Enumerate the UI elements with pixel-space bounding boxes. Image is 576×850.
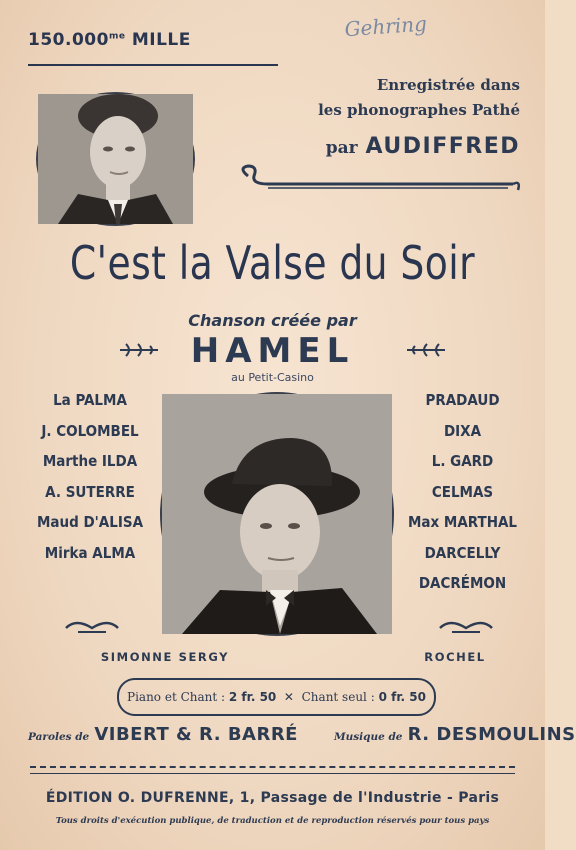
price-piano-value: 2 fr. 50 [228,690,277,704]
performer-left-4: A. SUTERRE [45,482,135,501]
print-run-banner [28,30,278,66]
recording-artist-line [230,134,520,159]
price-piano-label: Piano et Chant : [127,690,226,704]
recording-line-1: Enregistrée dans [376,76,520,94]
song-subtitle: Chanson créée par [188,311,357,330]
publisher-line: ÉDITION O. DUFRENNE, 1, Passage de l'Industrie - Paris [45,790,500,806]
featured-left: SIMONNE SERGY [100,650,230,664]
ornament-top-flourish [238,162,523,196]
performer-left-5: Maud D'ALISA [36,513,144,531]
ornament-right-hamel [405,340,447,360]
performers-right-column [395,385,530,599]
print-run-number: 150.000 [28,30,109,50]
music-author: R. DESMOULINS [407,724,576,745]
ornament-left-small [62,616,122,638]
portrait-audiffred [36,92,195,226]
price-separator-icon: ✕ [280,690,298,704]
song-title: C'est la Valse du Soir [69,236,476,290]
price-voice-value: 0 fr. 50 [378,690,426,704]
recording-par: par [325,138,358,158]
performer-left-1: La PALMA [53,391,127,409]
featured-right: ROCHEL [424,650,486,664]
performer-right-1: PRADAUD [425,391,500,409]
print-run-word: MILLE [131,30,191,50]
lyrics-label: Paroles de [28,731,90,743]
price-box [117,678,436,716]
divider-dashed [30,766,515,768]
ornament-right-small [436,616,496,638]
performer-right-2: DIXA [443,421,482,440]
handwritten-signature: Gehring [343,11,428,42]
rights-notice: Tous droits d'exécution publique, de traduction et de reproduction réservés pour tous pays [55,816,490,826]
performer-left-6: Mirka ALMA [44,543,136,562]
portrait-hamel [160,392,394,636]
music-credit [334,724,576,745]
performer-right-6: DARCELLY [424,543,501,562]
price-voice-label: Chant seul : [301,690,375,704]
lyrics-authors: VIBERT & R. BARRÉ [94,724,298,745]
venue-text: au Petit-Casino [231,371,314,384]
lyrics-credit [28,724,298,745]
creator-name: HAMEL [190,331,355,371]
performer-right-4: CELMAS [431,482,494,501]
divider-solid [30,773,515,774]
performer-right-7: DACRÉMON [418,574,507,592]
performer-right-3: L. GARD [431,452,494,470]
performers-left-column [20,385,160,568]
performer-left-3: Marthe ILDA [42,452,138,470]
performer-right-5: Max MARTHAL [407,513,518,531]
recording-artist: AUDIFFRED [365,134,520,159]
music-label: Musique de [334,731,403,743]
print-run-sup: me [108,31,126,42]
performer-left-2: J. COLOMBEL [41,421,139,440]
recording-line-2: les phonographes Pathé [318,101,520,119]
